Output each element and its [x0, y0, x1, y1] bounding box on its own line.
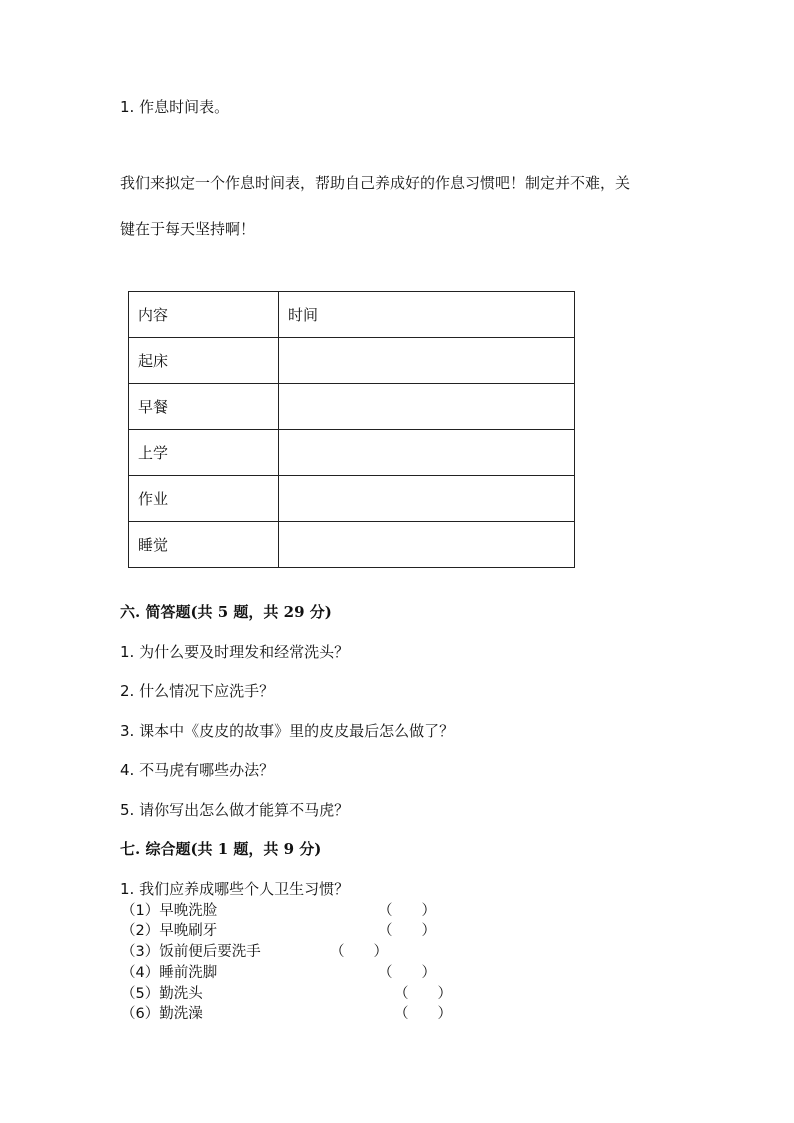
row-time-cell[interactable]	[279, 384, 575, 430]
short-answer-question-1: 1. 为什么要及时理发和经常洗头？	[120, 643, 350, 661]
short-answer-question-4: 4. 不马虎有哪些办法？	[120, 761, 275, 779]
row-time-cell[interactable]	[279, 430, 575, 476]
row-item: 早餐	[129, 384, 279, 430]
answer-blank[interactable]: （ ）	[330, 944, 388, 960]
table-row	[129, 476, 575, 522]
habit-item-label: （5）勤洗头	[121, 986, 203, 1002]
short-answer-question-5: 5. 请你写出怎么做才能算不马虎？	[120, 801, 350, 819]
short-answer-question-2: 2. 什么情况下应洗手？	[120, 682, 275, 700]
habit-item-label: （6）勤洗澡	[121, 1006, 203, 1022]
intro-line-1: 我们来拟定一个作息时间表，帮助自己养成好的作息习惯吧！制定并不难，关	[120, 174, 631, 192]
row-time-cell[interactable]	[279, 476, 575, 522]
table-row	[129, 338, 575, 384]
habit-item-label: （4）睡前洗脚	[121, 965, 218, 981]
section-six-heading: 六. 简答题(共 5 题，共 29 分)	[120, 603, 332, 621]
row-time-cell[interactable]	[279, 522, 575, 568]
intro-line-2: 键在于每天坚持啊！	[120, 220, 256, 238]
table-row	[129, 384, 575, 430]
question-title: 1. 作息时间表。	[120, 98, 230, 116]
table-row	[129, 522, 575, 568]
answer-blank[interactable]: （ ）	[378, 903, 436, 919]
habit-item-label: （3）饭前便后要洗手	[121, 944, 261, 960]
row-item: 作业	[129, 476, 279, 522]
schedule-table	[128, 291, 575, 568]
section-seven-heading: 七. 综合题(共 1 题，共 9 分)	[120, 840, 322, 858]
row-item: 睡觉	[129, 522, 279, 568]
table-header-row	[129, 292, 575, 338]
header-time: 时间	[279, 292, 575, 338]
short-answer-question-3: 3. 课本中《皮皮的故事》里的皮皮最后怎么做了？	[120, 722, 455, 740]
row-time-cell[interactable]	[279, 338, 575, 384]
habit-item-label: （1）早晚洗脸	[121, 903, 218, 919]
answer-blank[interactable]: （ ）	[378, 923, 436, 939]
answer-blank[interactable]: （ ）	[378, 965, 436, 981]
table-row	[129, 430, 575, 476]
answer-blank[interactable]: （ ）	[394, 986, 452, 1002]
row-item: 上学	[129, 430, 279, 476]
header-content: 内容	[129, 292, 279, 338]
answer-blank[interactable]: （ ）	[394, 1006, 452, 1022]
habit-item-label: （2）早晚刷牙	[121, 923, 218, 939]
row-item: 起床	[129, 338, 279, 384]
comprehensive-question-1: 1. 我们应养成哪些个人卫生习惯？	[120, 880, 350, 898]
